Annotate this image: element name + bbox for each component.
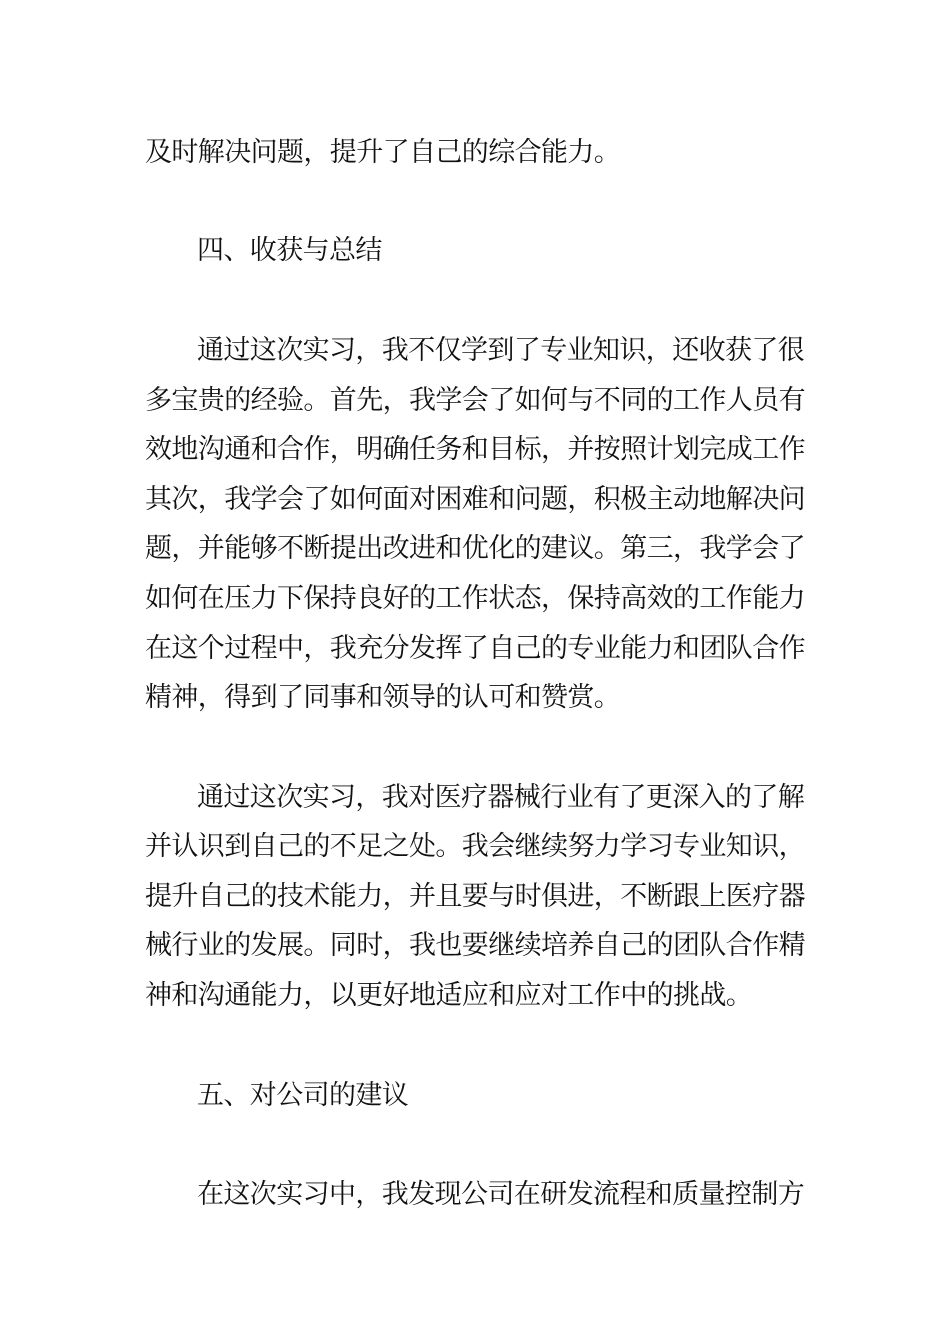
text-line: 效地沟通和合作，明确任务和目标，并按照计划完成工作 bbox=[145, 434, 805, 465]
text-line: 械行业的发展。同时，我也要继续培养自己的团队合作精 bbox=[145, 930, 805, 961]
text-line: 在这次实习中，我发现公司在研发流程和质量控制方 bbox=[197, 1179, 805, 1210]
text-line: 并认识到自己的不足之处。我会继续努力学习专业知识， bbox=[145, 831, 805, 862]
text-line: 其次，我学会了如何面对困难和问题，积极主动地解决问 bbox=[145, 484, 805, 515]
text-line: 神和沟通能力，以更好地适应和应对工作中的挑战。 bbox=[145, 980, 753, 1011]
text-line: 在这个过程中，我充分发挥了自己的专业能力和团队合作 bbox=[145, 633, 805, 664]
heading-text: 四、收获与总结 bbox=[197, 235, 382, 266]
text-line: 如何在压力下保持良好的工作状态，保持高效的工作能力 bbox=[145, 583, 805, 614]
text-line: 通过这次实习，我对医疗器械行业有了更深入的了解 bbox=[197, 782, 805, 813]
text-line: 通过这次实习，我不仅学到了专业知识，还收获了很 bbox=[197, 335, 805, 366]
text-line: 题，并能够不断提出改进和优化的建议。第三，我学会了 bbox=[145, 533, 805, 564]
text-line: 提升自己的技术能力，并且要与时俱进，不断跟上医疗器 bbox=[145, 881, 805, 912]
text-line: 多宝贵的经验。首先，我学会了如何与不同的工作人员有 bbox=[145, 385, 805, 416]
heading-text: 五、对公司的建议 bbox=[197, 1080, 409, 1111]
text-line: 及时解决问题，提升了自己的综合能力。 bbox=[145, 137, 621, 168]
text-line: 精神，得到了同事和领导的认可和赞赏。 bbox=[145, 682, 621, 713]
